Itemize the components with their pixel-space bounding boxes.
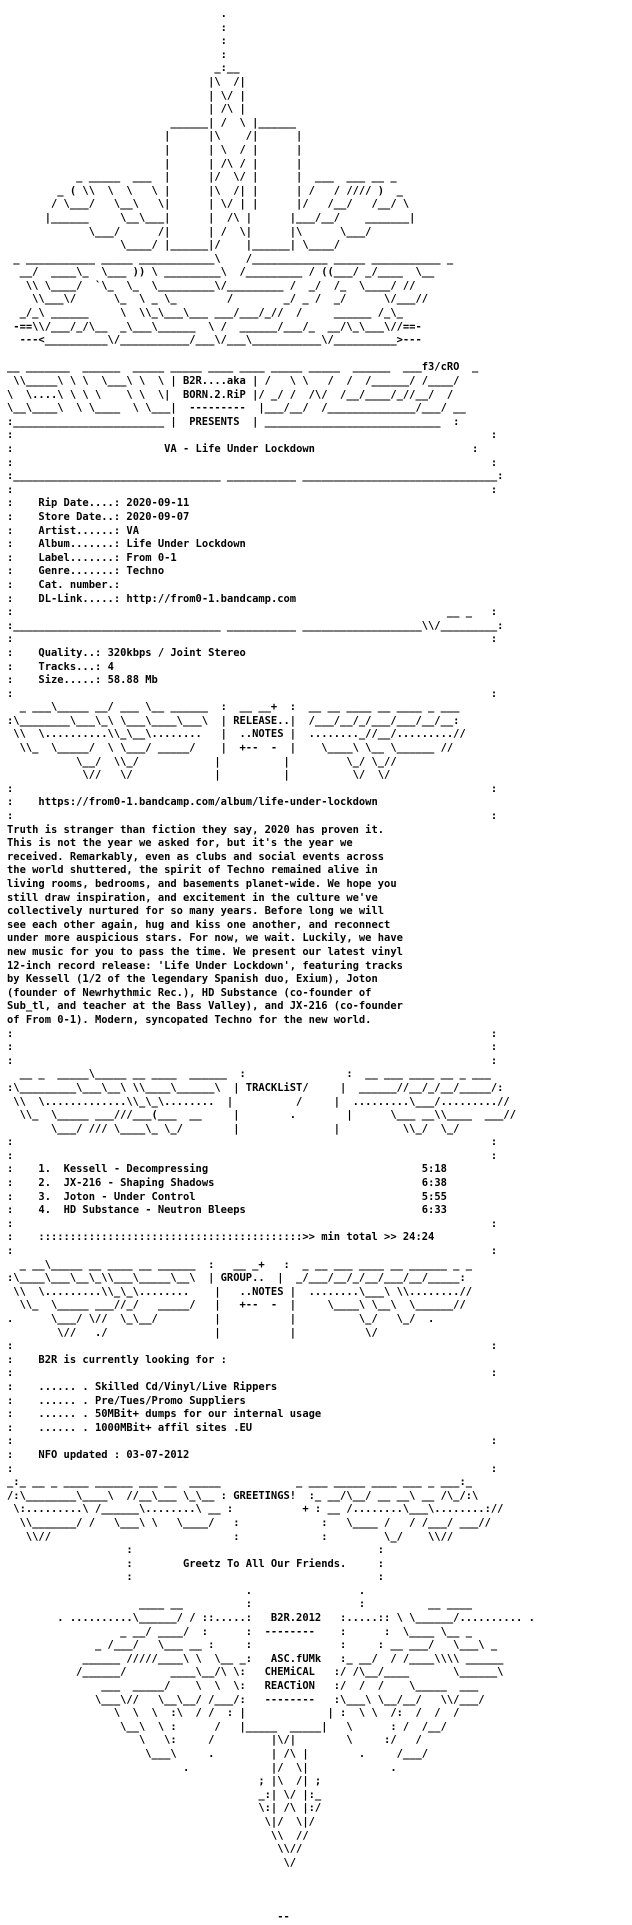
header-ascii-art: . : : : _:__ |\ /| | \/ | | /\ | ______| / \ |______ | |\ /| | | | \ / | | | | /\ / | | _ _____ ___ | |/ \/ | | ___ ___ __ _ _ ( \\ \ \ \ | |\ /| | | / / //// ) _ / \___/ \__\ \| | \/ | | |/ /__/ /__/ \ |______ \__\___| | /\ | |___/__/ _______| \___/ /| | / \| |\ \___/ \____/ |______|/ |______| \____/ _ ___________ _____ ____________\ /____________ _____ ___________ _ __/ ____\_ \___ )) \ _________\ /_________ / ((___/ _/____ \__ \\ \____/ `\_ \_ \_________\/_________ / _/ /_ \____/ // \\___\/ \_ \ _ \_ / _/ _ / _/ \/___// _/_\ ______ \ \\_\___\___ ___/___/_// / ______ /_\_ -==\\/___/_/\__ _\___\______ \ / ______/___/_ __/\_\___\//==- ---<__________\/___________/___\/___\___________\/__________>--- bbox=[13, 8, 454, 347]
tracks-value: 4 bbox=[107, 660, 114, 673]
rip-date-value: 2020-09-11 bbox=[126, 497, 190, 510]
album-label: Album.......: bbox=[38, 538, 121, 551]
track-4-time: 6:33 bbox=[421, 1204, 447, 1217]
label-value: From 0-1 bbox=[126, 551, 177, 564]
group-wanted-item: ...... . Skilled Cd/Vinyl/Live Rippers bbox=[38, 1380, 278, 1393]
track-1-number: 1. bbox=[38, 1163, 51, 1176]
release-notes-ascii-banner: _ ___\_____ __/ ___ \__ ______ : __ __+ : __ __ ____ __ ____ _ ___ :\________\___\_\ \___\____\___\ | RELEASE..| /___/__/_/___/___/__/__: \\ \..........\\_\__\........ | ..NOTES | ........_//__/.........// \\_ \_____/ \ \___/ _____/ | +-- - | \____\ \__ \______ // \__/ \\_/ | | \_/ \_// \// \/ | | \/ \/ bbox=[7, 701, 466, 782]
download-link[interactable]: http://from0-1.bandcamp.com bbox=[126, 592, 297, 605]
genre-label: Genre.......: bbox=[38, 565, 121, 578]
group-wanted-item: ...... . 50MBit+ dumps for our internal usage bbox=[38, 1408, 322, 1421]
nfo-updated: NFO updated : 03-07-2012 bbox=[38, 1448, 190, 1461]
group-wanted-item: ...... . 1000MBit+ affil sites .EU bbox=[38, 1421, 253, 1434]
track-3-number: 3. bbox=[38, 1190, 51, 1203]
artist-value: VA bbox=[126, 524, 139, 537]
track-1-title: Kessell - Decompressing bbox=[63, 1163, 209, 1176]
greetz-line: Greetz To All Our Friends. bbox=[182, 1557, 347, 1570]
tracklist-ascii-banner: __ _ _____\_____ __ ____ ______ : : __ ___ ____ __ _ ___ :\_________\___\__\ \\____\______\ | TRACKLiST/ | ______//__/_/__/_____/: \\ \.............\\_\_\........ | / | .........\___/.........// \\_ \_____ ___///___(___ __ | . | \___ __\\____ ___// \___/ /// \____\_ \_/ | | \\_/ \_/ bbox=[7, 1068, 516, 1135]
group-notes-ascii-banner: _ __\_____ __ ____ __ ______ : __ _+ : _ __ ___ ____ __ ______ _ _ :\____\___\__\_\\___\_____\__\ | GROUP.. | _/___/__/_/__/___/__/_____: \\ \.........\\_\_\........ | ..NOTES | ........\___\ \\........// \\_ \_____ ___//_/ _____/ | +-- - | \____\ \__\ \______// . \___/ \// \_\__/ | | \_/ \_/ . \// ./ | | \/ bbox=[7, 1258, 473, 1339]
release-title: VA - Life Under Lockdown bbox=[164, 443, 315, 455]
track-2-title: JX-216 - Shaping Shadows bbox=[63, 1177, 215, 1190]
track-3-time: 5:55 bbox=[421, 1190, 447, 1203]
title-ascii-banner: __ _______ ______ _____ _____ ____ ____ _____ _____ ______ ___f3/cRO _ \\_____\ \ \ \___\ \ \ | B2R....aka | / \ \ / / /______/ /____/ \ \....\ \ \ \ \ \ \| BORN.2.RiP |/ _/ / /\/ /__/____/_//__/ / \__\____\ \ \____ \ \___| --------- |___/__/ /______________/___/ __ :________________________ | PRESENTS | ____________________________ : bbox=[7, 361, 479, 428]
catno-label: Cat. number.: bbox=[38, 578, 121, 591]
quality-label: Quality..: bbox=[38, 646, 102, 659]
genre-value: Techno bbox=[126, 565, 165, 578]
quality-value: 320kbps / Joint Stereo bbox=[107, 646, 246, 659]
release-url[interactable]: https://from0-1.bandcamp.com/album/life-under-lockdown bbox=[38, 796, 378, 809]
tracks-label: Tracks...: bbox=[38, 660, 102, 673]
track-2-time: 6:38 bbox=[421, 1177, 447, 1190]
label-label: Label.......: bbox=[38, 551, 121, 564]
store-date-label: Store Date..: bbox=[38, 510, 121, 523]
track-4-title: HD Substance - Neutron Bleeps bbox=[63, 1204, 246, 1217]
album-value: Life Under Lockdown bbox=[126, 538, 246, 551]
track-4-number: 4. bbox=[38, 1204, 51, 1217]
rip-date-label: Rip Date....: bbox=[38, 497, 121, 510]
footer-ascii-art: . . ____ __ : : __ ____ . ..........\______/ / ::.....: B2R.2012 :.....:: \ \______/.......... . _ __/ ____/ : : -------- : : \____ \__ _ _ /___/ \___ __ : : : : __ ___/ \___\ _ ______ /////____\ \ \__ _: ASC.fUMk :_ __/ / /____\\\\ ______ /______/ ____\__/\ \: CHEMiCAL :/ /\__/____ \______\ ___ _____/ \ \ \: REACTiON :/ / / \_____ ___ \___\// \__\__/ /___/: -------- :\___\ \__/__/ \\/___/ \ \ \ :\ / / : | | : \ \ /: / / / \__\ \ : / |_____ _____| \ : / /__/ \ \: / |\/| \ :/ / \___\ . | /\ | . /___/ . |/ \| . ; |\ /| ; _:| \/ |:_ \:| /\ |:/ \|/ \|/ \\ // \\// \/ -- bbox=[57, 1584, 535, 1924]
size-label: Size.....: bbox=[38, 674, 102, 687]
artist-label: Artist......: bbox=[38, 524, 121, 537]
release-notes-text: Truth is stranger than fiction they say, 2020 has proven it. This is not the year we asked for, but it's the year we received. Remarkably, even as clubs and social events across the world shuttered, the spirit of Techno remained alive in living rooms, bedrooms, and basements planet-wide. We hope you still draw inspiration, and excitement in the culture we've collectively nurtured for so many years. Before long we will see each other again, hug and kiss one another, and reconnect under more auspicious stars. For now, we wait. Luckily, we have new music for you to pass the time. We present our latest vinyl 12-inch record release: 'Life Under Lockdown', featuring tracks by Kessell (1/2 of the legendary Spanish duo, Exium), Joton (founder of Newrhythmic Rec.), HD Substance (co-founder of Sub_tl, and teacher at the Bass Valley), and JX-216 (co-founder of From 0-1). Modern, syncopated Techno for the new world. bbox=[7, 823, 403, 1026]
greetings-ascii-banner: _:_ __ _ ____ ______ ___ __ _____ _ ___ _____ ____ ___ _ ___:_ /:\________\____\ //__\___ \_\__ : GREETINGS! :_ __/\__/ __ __\ __ /\_/:\ \:.........\ /______\........\ __ : + : __ /........\___\........:// \\_______/ / \___\ \ \____/ : : \____ / / /___/ ___// \\// : : \_/ \\// bbox=[7, 1476, 504, 1543]
group-intro: B2R is currently looking for : bbox=[38, 1353, 227, 1366]
nfo-document: . : : : _:__ |\ /| | \/ | | /\ | ______| / \ |______ | |\ /| | | | \ / | | | | /\ / | | _ _____ ___ | |/ \/ | | ___ ___ __ _ _ ( \\ \ \ \ | |\ /| | | / / //// ) _ / \___/ \__\ \| | \/ | | |/ /__/ /__/ \ |______ \__\___| | /\ | |___/__/ _______| \___/ /| | / \| |\ \___/ \____/ |______|/ |______| \____/ _ ___________ _____ ____________\ /____________ _____ ___________ _ __/ ____\_ \___ )) \ _________\ /_________ / ((___/ _/____ \__ \\ \____/ `\_ \_ \_________\/_________ / _/ /_ \____/ // \\___\/ \_ \ _ \_ / _/ _ / _/ \/___// _/_\ ______ \ \\_\___\___ ___/___/_// / ______ /_\_ -==\\/___/_/\__ _\___\______ \ / ______/___/_ __/\_\___\//==- ---<__________\/___________/___\/___\___________\/__________>--- __ _______ ______ _____ _____ ____ ____ _____ _____ ______ ___f3/cRO _ \\_____\ \ \ \___\ \ \ | B2R....aka | / \ \ / / /______/ /____/ \ \....\ \ \ \ \ \ \| BORN.2.RiP |/ _/ / /\/ /__/____/_//__/ / \__\____\ \ \____ \ \___| --------- |___/__/ /______________/___/ __ :________________________ | PRESENTS | ____________________________ : : : : VA - Life Under Lockdown : : : :_________________________________ ___________ _______________________________: : : : Rip Date....: 2020-09-11 : Store Date..: 2020-09-07 : Artist......: VA : Album.......: Life Under Lockdown : Label.......: From 0-1 : Genre.......: Techno : Cat. number.: : DL-Link.....: http://from0-1.bandcamp.com : __ _ : :_________________________________ ___________ ___________________\\/_________: : : : Quality..: 320kbps / Joint Stereo : Tracks...: 4 : Size.....: 58.88 Mb : : _ ___\_____ __/ ___ \__ ______ : __ __+ : __ __ ____ __ ____ _ ___ :\________\___\_\ \___\____\___\ | RELEASE..| /___/__/_/___/___/__/__: \\ \..........\\_\__\........ | ..NOTES | ........_//__/.........// \\_ \_____/ \ \___/ _____/ | +-- - | \____\ \__ \______ // \__/ \\_/ | | \_/ \_// \// \/ | | \/ \/ : : : https://from0-1.bandcamp.com/album/life-under-lockdown : : Truth is stranger than fiction they say, 2020 has proven it. This is not the year we asked for, but it's the year we received. Remarkably, even as clubs and social events across the world shuttered, the spirit of Techno remained alive in living rooms, bedrooms, and basements planet-wide. We hope you still draw inspiration, and excitement in the culture we've collectively nurtured for so many years. Before long we will see each other again, hug and kiss one another, and reconnect under more auspicious stars. For now, we wait. Luckily, we have new music for you to pass the time. We present our latest vinyl 12-inch record release: 'Life Under Lockdown', featuring tracks by Kessell (1/2 of the legendary Spanish duo, Exium), Joton (founder of Newrhythmic Rec.), HD Substance (co-founder of Sub_tl, and teacher at the Bass Valley), and JX-216 (co-founder of From 0-1). Modern, syncopated Techno for the new world. : : : : : : __ _ _____\_____ __ ____ ______ : : __ ___ ____ __ _ ___ :\_________\___\__\ \\____\______\ | TRACKLiST/ | ______//__/_/__/_____/: \\ \.............\\_\_\........ | / | .........\___/.........// \\_ \_____ ___///___(___ __ | . | \___ __\\____ ___// \___/ /// \____\_ \_/ | | \\_/ \_/ : : : : : 1. Kessell - Decompressing 5:18 : 2. JX-216 - Shaping Shadows 6:38 : 3. Joton - Under Control 5:55 : 4. HD Substance - Neutron Bleeps 6:33 : : : ::::::::::::::::::::::::::::::::::::::::::>> min total >> 24:24 : : _ __\_____ __ ____ __ ______ : __ _+ : _ __ ___ ____ __ ______ _ _ :\____\___\__\_\\___\_____\__\ | GROUP.. | _/___/__/_/__/___/__/_____: \\ \.........\\_\_\........ | ..NOTES | ........\___\ \\........// \\_ \_____ ___//_/ _____/ | +-- - | \____\ \__\ \______// . \___/ \// \_\__/ | | \_/ \_/ . \// ./ | | \/ : : : B2R is currently looking for : : : : ...... . Skilled Cd/Vinyl/Live Rippers : ...... . Pre/Tues/Promo Suppliers : ...... . 50MBit+ dumps for our internal usage : ...... . 1000MBit+ affil sites .EU : : : NFO updated : 03-07-2012 : : _:_ __ _ ____ ______ ___ __ _____ _ ___ _____ ____ ___ _ ___:_ /:\________\____\ //__\___ \_\__ : GREETINGS! :_ __/\__/ __ __\ __ /\_/:\ \:.........\ /______\........\ __ : + : __ /........\___\........:// \\_______/ / \___\ \ \____/ : : \____ / / /___/ ___// \\// : : \_/ \\// : : : Greetz To All Our Friends. : : : . . ____ __ : : __ ____ . ..........\______/ / ::.....: B2R.2012 :.....:: \ \______/.......... . _ __/ ____/ : : -------- : : \____ \__ _ _ /___/ \___ __ : : : : __ ___/ \___\ _ ______ /////____\ \ \__ _: ASC.fUMk :_ __/ / /____\\\\ ______ /______/ ____\__/\ \: CHEMiCAL :/ /\__/____ \______\ ___ _____/ \ \ \: REACTiON :/ / / \_____ ___ \___\// \__\__/ /___/: -------- :\___\ \__/__/ \\/___/ \ \ \ :\ / / : | | : \ \ /: / / / \__\ \ : / |_____ _____| \ : / /__/ \ \: / |\/| \ :/ / \___\ . | /\ | . /___/ . |/ \| . ; |\ /| ; _:| \/ |:_ \:| /\ |:/ \|/ \|/ \\ // \\// \/ -- bbox=[7, 8, 535, 1924]
track-2-number: 2. bbox=[38, 1177, 51, 1190]
group-wanted-item: ...... . Pre/Tues/Promo Suppliers bbox=[38, 1394, 246, 1407]
store-date-value: 2020-09-07 bbox=[126, 510, 190, 523]
download-link-label: DL-Link.....: bbox=[38, 592, 121, 605]
total-playtime: ::::::::::::::::::::::::::::::::::::::::::>> min total >> 24:24 bbox=[38, 1231, 435, 1244]
size-value: 58.88 Mb bbox=[107, 674, 158, 687]
track-3-title: Joton - Under Control bbox=[63, 1190, 196, 1203]
track-1-time: 5:18 bbox=[421, 1163, 447, 1176]
